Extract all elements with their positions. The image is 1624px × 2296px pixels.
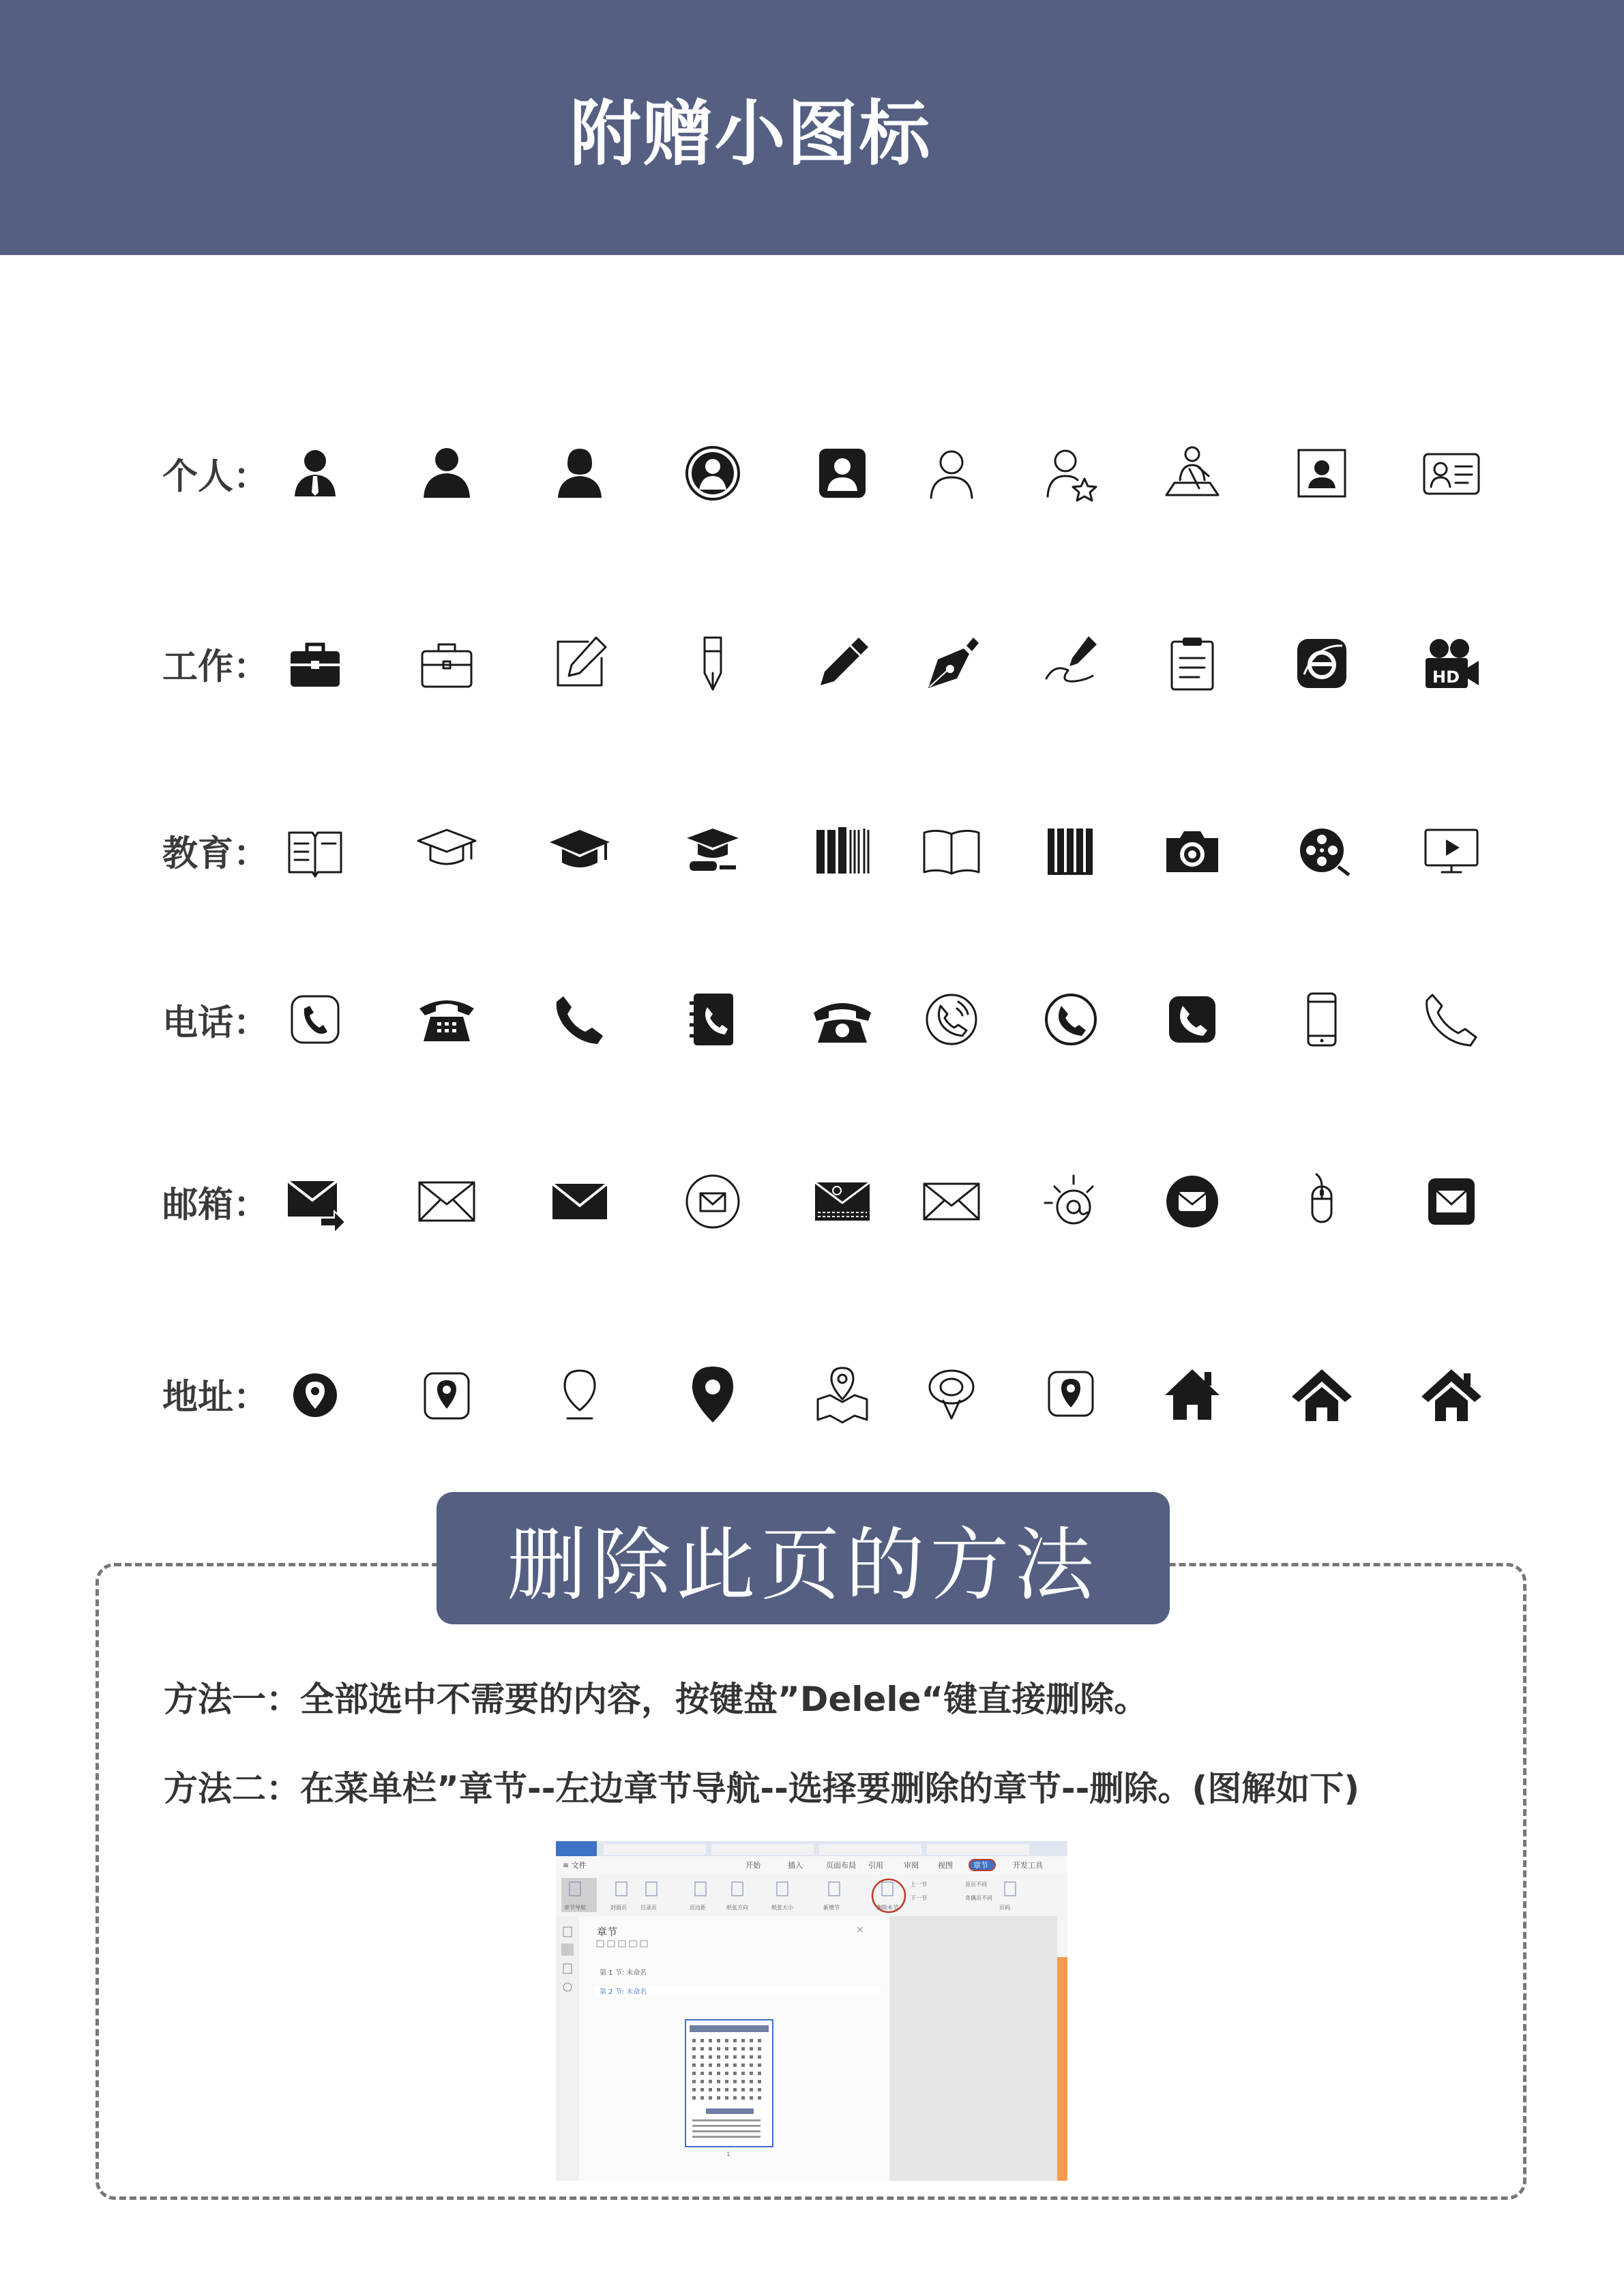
briefcase-icon xyxy=(282,631,348,696)
icon-row xyxy=(0,965,1624,1074)
film-reel-icon xyxy=(1289,818,1355,883)
phone-circle-icon xyxy=(1038,987,1104,1052)
books-icon xyxy=(810,818,875,883)
method-title: 删除此页的方法 xyxy=(437,1492,1170,1624)
icon-row-label: 教育： xyxy=(162,833,269,875)
screenshot-tab: 视图 xyxy=(938,1861,953,1870)
rotary-phone-icon xyxy=(810,987,875,1052)
screenshot-toolbar-button: 章节导航 xyxy=(564,1905,586,1911)
screenshot-toolbar-button: 奇偶页不同 xyxy=(965,1895,992,1901)
screenshot-image xyxy=(556,1841,1067,2181)
edit-icon xyxy=(547,631,612,696)
screenshot-toolbar-button: 纸张方向 xyxy=(726,1905,748,1911)
method-one-text: 方法一：全部选中不需要的内容，按键盘”Delele“键直接删除。 xyxy=(164,1680,1149,1719)
briefcase-outline-icon xyxy=(414,631,479,696)
handset-outline-icon xyxy=(1419,987,1484,1052)
screenshot-toolbar-button: 新增节 xyxy=(823,1905,840,1911)
location-circle-icon xyxy=(282,1361,348,1427)
user-star-icon xyxy=(1038,441,1104,506)
piano-icon xyxy=(1038,818,1104,883)
id-frame-icon xyxy=(1289,441,1355,506)
signature-icon xyxy=(1038,631,1104,696)
screenshot-tab: 页面布局 xyxy=(826,1861,856,1870)
icon-row xyxy=(0,419,1624,528)
screenshot-tab: 开始 xyxy=(745,1861,761,1870)
mail-circle-outline-icon xyxy=(680,1169,745,1234)
phonebook-icon xyxy=(680,987,745,1052)
user-female-icon xyxy=(547,441,612,506)
mobile-phone-icon xyxy=(1289,987,1355,1052)
hd-camera-icon xyxy=(1419,631,1484,696)
home-outline-icon xyxy=(1419,1361,1484,1427)
screenshot-toolbar-button: 页边距 xyxy=(690,1905,706,1911)
map-pin-icon xyxy=(680,1361,745,1427)
icon-row-label: 邮箱： xyxy=(162,1184,269,1226)
user-outline-icon xyxy=(919,441,984,506)
open-book-icon xyxy=(919,818,984,883)
graduate-diploma-icon xyxy=(680,818,745,883)
home-roof-icon xyxy=(1289,1361,1355,1427)
mouse-icon xyxy=(1289,1169,1355,1234)
envelope-thin-icon xyxy=(919,1169,984,1234)
envelope-outline-icon xyxy=(414,1169,479,1234)
graduation-cap-icon xyxy=(547,818,612,883)
user-desk-icon xyxy=(1160,441,1225,506)
home-icon xyxy=(1160,1361,1225,1427)
svg-text:×: × xyxy=(856,1924,864,1935)
screenshot-tab: 审阅 xyxy=(904,1861,919,1870)
screenshot-tab: 章节 xyxy=(973,1861,988,1870)
screenshot-section-1: 第 1 节: 未命名 xyxy=(600,1969,647,1977)
user-tie-icon xyxy=(282,441,348,506)
screenshot-toolbar-button: 删除本节 xyxy=(876,1905,898,1911)
screenshot-tab: 开发工具 xyxy=(1013,1861,1043,1870)
pin-outline-icon xyxy=(547,1361,612,1427)
phone-square-outline-icon xyxy=(282,987,348,1052)
location-square-icon xyxy=(414,1361,479,1427)
screenshot-section-2: 第 2 节: 未命名 xyxy=(600,1988,647,1996)
open-book-outline-icon xyxy=(282,818,348,883)
mail-square-icon xyxy=(1419,1169,1484,1234)
mail-circle-icon xyxy=(1160,1169,1225,1234)
screenshot-tab: 引用 xyxy=(868,1861,883,1870)
pencil-tip-icon xyxy=(680,631,745,696)
user-icon xyxy=(414,441,479,506)
desk-phone-icon xyxy=(414,987,479,1052)
svg-text:≡ 文件: ≡ 文件 xyxy=(563,1861,587,1870)
video-monitor-icon xyxy=(1419,818,1484,883)
icon-row xyxy=(0,609,1624,718)
screenshot-toolbar-button: 页码 xyxy=(999,1905,1010,1911)
icon-row xyxy=(0,1339,1624,1448)
envelope-icon xyxy=(547,1169,612,1234)
phone-square-icon xyxy=(1160,987,1225,1052)
screenshot-toolbar-button: 纸张大小 xyxy=(771,1905,793,1911)
id-card-icon xyxy=(1419,441,1484,506)
svg-text:HD: HD xyxy=(1432,668,1460,687)
screenshot-toolbar-button: 首页不同 xyxy=(965,1881,987,1888)
user-circle-icon xyxy=(680,441,745,506)
screenshot-toolbar-button: 封面页 xyxy=(610,1905,627,1911)
icon-row-label: 个人： xyxy=(162,456,269,498)
icon-row xyxy=(0,796,1624,905)
mail-forward-icon xyxy=(282,1169,348,1234)
page-title: 附赠小图标 xyxy=(570,92,932,175)
screenshot-panel-title: 章节 xyxy=(597,1926,618,1938)
screenshot-toolbar-button: 上一节 xyxy=(911,1881,927,1888)
graduation-cap-outline-icon xyxy=(414,818,479,883)
clipboard-icon xyxy=(1160,631,1225,696)
icon-row xyxy=(0,1147,1624,1256)
screenshot-toolbar-button: 下一节 xyxy=(911,1895,927,1901)
instruction-screenshot xyxy=(556,1841,1067,2181)
camera-icon xyxy=(1160,818,1225,883)
icon-row-label: 地址： xyxy=(162,1377,269,1418)
screenshot-page-number: 1 xyxy=(726,2151,730,2158)
screenshot-tab: 插入 xyxy=(788,1861,803,1870)
pen-nib-icon xyxy=(919,631,984,696)
ie-browser-icon xyxy=(1289,631,1355,696)
method-two-text: 方法二：在菜单栏”章节--左边章节导航--选择要删除的章节--删除。(图解如下) xyxy=(164,1769,1360,1808)
contact-card-icon xyxy=(810,441,875,506)
phone-circle-outline-icon xyxy=(919,987,984,1052)
icon-row-label: 电话： xyxy=(162,1002,269,1044)
pencil-icon xyxy=(810,631,875,696)
header-banner xyxy=(0,0,1624,255)
handset-icon xyxy=(547,987,612,1052)
mail-stamp-icon xyxy=(810,1169,875,1234)
map-location-icon xyxy=(810,1361,875,1427)
screenshot-toolbar-button: 目录页 xyxy=(640,1905,657,1911)
location-tag-icon xyxy=(1038,1361,1104,1427)
location-eye-icon xyxy=(919,1361,984,1427)
icon-row-label: 工作： xyxy=(162,646,269,688)
at-sign-icon xyxy=(1038,1169,1104,1234)
